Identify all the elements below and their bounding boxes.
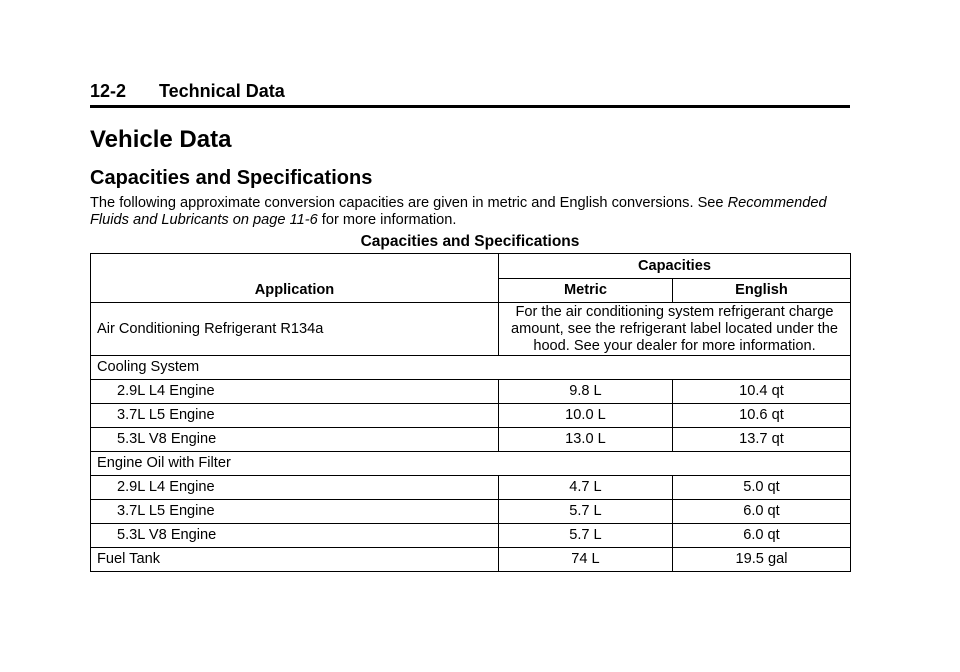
- row-application: Air Conditioning Refrigerant R134a: [91, 303, 499, 356]
- row-application: 3.7L L5 Engine: [91, 500, 499, 524]
- table-row: [91, 428, 851, 452]
- row-english: 13.7 qt: [672, 428, 850, 452]
- row-metric: 5.7 L: [498, 500, 672, 524]
- subheading: Capacities and Specifications: [90, 167, 373, 189]
- col-header-capacities: Capacities: [498, 254, 850, 279]
- row-metric: 9.8 L: [498, 380, 672, 404]
- row-english: 10.6 qt: [672, 404, 850, 428]
- table-row: [91, 476, 851, 500]
- table-row: [91, 303, 851, 356]
- col-header-metric: Metric: [498, 279, 672, 303]
- group-label: Cooling System: [91, 356, 851, 380]
- row-metric: 4.7 L: [498, 476, 672, 500]
- row-application: 5.3L V8 Engine: [91, 428, 499, 452]
- row-application: 5.3L V8 Engine: [91, 524, 499, 548]
- cross-reference-link[interactable]: Recommended Fluids and Lubricants on page 11-6: [90, 195, 827, 228]
- row-application: 3.7L L5 Engine: [91, 404, 499, 428]
- group-row: [91, 356, 851, 380]
- row-application: 2.9L L4 Engine: [91, 476, 499, 500]
- row-metric: 5.7 L: [498, 524, 672, 548]
- table-title: Capacities and Specifications: [360, 233, 580, 250]
- row-english: 10.4 qt: [672, 380, 850, 404]
- col-header-english: English: [672, 279, 850, 303]
- intro-text-before: The following approximate conversion capacities are given in metric and English conversions. See: [90, 195, 728, 211]
- row-metric: 10.0 L: [498, 404, 672, 428]
- row-metric: 74 L: [498, 548, 672, 572]
- row-english: 6.0 qt: [672, 524, 850, 548]
- row-english: 5.0 qt: [672, 476, 850, 500]
- row-metric: 13.0 L: [498, 428, 672, 452]
- row-english: 6.0 qt: [672, 500, 850, 524]
- page-number: 12-2: [90, 81, 127, 101]
- table-row: [91, 404, 851, 428]
- table-row: [91, 548, 851, 572]
- page-heading: Vehicle Data: [90, 126, 232, 153]
- col-header-application: Application: [91, 254, 499, 303]
- row-application: Fuel Tank: [91, 548, 499, 572]
- row-application: 2.9L L4 Engine: [91, 380, 499, 404]
- group-label: Engine Oil with Filter: [91, 452, 851, 476]
- table-row: [91, 380, 851, 404]
- table-row: [91, 500, 851, 524]
- header-row: [91, 254, 851, 279]
- page-header: [90, 81, 850, 108]
- intro-paragraph: [90, 195, 850, 229]
- section-title: Technical Data: [159, 81, 285, 101]
- group-row: [91, 452, 851, 476]
- table-row: [91, 524, 851, 548]
- capacities-table: [90, 253, 851, 572]
- intro-text-after: for more information.: [317, 212, 457, 228]
- ac-note: For the air conditioning system refrigerant charge amount, see the refrigerant label located under the hood. See your dealer for more information.: [498, 303, 850, 356]
- row-english: 19.5 gal: [672, 548, 850, 572]
